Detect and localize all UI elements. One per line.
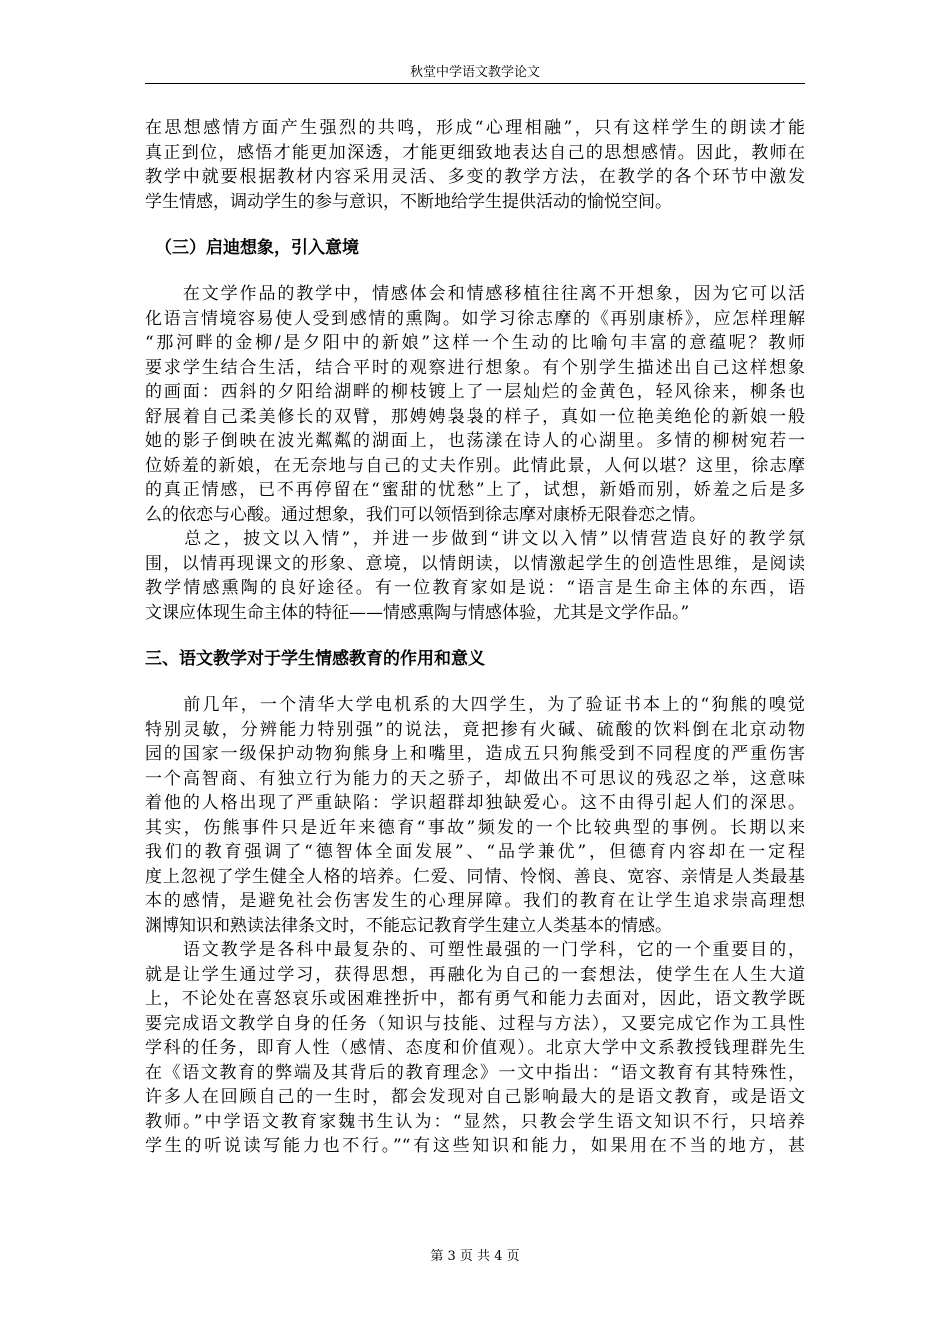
text-line: 文课应体现生命主体的特征——情感熏陶与情感体验，尤其是文学作品。” [145,602,690,623]
text-line: 上，不论处在喜怒哀乐或困难挫折中，都有勇气和能力去面对，因此，语文教学既 [145,989,805,1009]
text-line: 语文教学是各科中最复杂的、可塑性最强的一门学科，它的一个重要目的， [145,940,805,960]
text-line: 特别灵敏，分辨能力特别强”的说法，竟把掺有火碱、硫酸的饮料倒在北京动物 [145,719,805,740]
text-line: 要完成语文教学自身的任务（知识与技能、过程与方法），又要完成它作为工具性 [145,1013,805,1034]
text-line: 学科的任务，即育人性（感情、态度和价值观）。北京大学中文系教授钱理群先生 [145,1038,805,1058]
text-line: 在《语文教育的弊端及其背后的教育理念》一文中指出：“语文教育有其特殊性， [145,1062,805,1083]
paragraph-spacing [145,674,805,693]
text-line: 我们的教育强调了“德智体全面发展”、“品学兼优”，但德育内容却在一定程 [145,842,805,862]
header-divider [145,83,805,84]
paragraph-spacing [145,214,805,233]
text-line: 她的影子倒映在波光粼粼的湖面上，也荡漾在诗人的心湖里。多情的柳树宛若一 [145,431,805,451]
text-line: 要求学生结合生活，结合平时的观察进行想象。有个别学生描述出自己这样想象 [145,357,805,378]
text-line: 在思想感情方面产生强烈的共鸣，形成“心理相融”，只有这样学生的朗读才能 [145,118,805,138]
text-line: 园的国家一级保护动物狗熊身上和嘴里，造成五只狗熊受到不同程度的严重伤害 [145,744,805,764]
text-line: 围，以情再现课文的形象、意境，以情朗读，以情激起学生的创造性思维，是阅读 [145,553,805,574]
text-line: 其实，伤熊事件只是近年来德育“事故”频发的一个比较典型的事例。长期以来 [145,817,805,838]
text-line: 本的感情，是避免社会伤害发生的心理屏障。我们的教育在让学生追求崇高理想 [145,891,805,911]
section-heading: 三、语文教学对于学生情感教育的作用和意义 [145,649,485,669]
text-line: 在文学作品的教学中，情感体会和情感移植往往离不开想象，因为它可以活 [145,284,805,304]
text-line: 的画面：西斜的夕阳给湖畔的柳枝镀上了一层灿烂的金黄色，轻风徐来，柳条也 [145,382,805,402]
page-number: 第 3 页 共 4 页 [430,1249,520,1264]
text-line: 总之，披文以入情”，并进一步做到“讲文以入情”以情营造良好的教学氛 [145,529,805,549]
text-line: 度上忽视了学生健全人格的培养。仁爱、同情、怜悯、善良、宽容、亲情是人类最基 [145,866,805,887]
text-line: “那河畔的金柳/是夕阳中的新娘”这样一个生动的比喻句丰富的意蕴呢？教师 [145,333,805,353]
text-line: 么的依恋与心酸。通过想象，我们可以领悟到徐志摩对康桥无限眷恋之情。 [145,504,706,525]
paragraph [145,282,805,527]
paragraph [145,116,805,214]
text-line: 真正到位，感悟才能更加深透，才能更细致地表达自己的思想感情。因此，教师在 [145,142,805,163]
subsection-heading: （三）启迪想象，引入意境 [155,238,359,258]
text-line: 教学中就要根据教材内容采用灵活、多变的教学方法，在教学的各个环节中激发 [145,167,805,187]
text-line: 一个高智商、有独立行为能力的天之骄子，却做出不可思议的残忍之举，这意味 [145,768,805,789]
text-line: 着他的人格出现了严重缺陷：学识超群却独缺爱心。这不由得引起人们的深思。 [145,793,805,813]
text-line: 前几年，一个清华大学电机系的大四学生，为了验证书本上的“狗熊的嗅觉 [145,695,805,715]
text-line: 渊博知识和熟读法律条文时，不能忘记教育学生建立人类基本的情感。 [145,915,672,936]
text-line: 就是让学生通过学习，获得思想，再融化为自己的一套想法，使学生在人生大道 [145,964,805,985]
paragraph-spacing [145,263,805,282]
paragraph [145,693,805,938]
text-line: 的真正情感，已不再停留在“蜜甜的忧愁”上了，试想，新婚而别，娇羞之后是多 [145,480,805,500]
text-line: 教师。”中学语文教育家魏书生认为：“显然，只教会学生语文知识不行，只培养 [145,1111,805,1132]
paragraph [145,527,805,625]
text-line: 教学情感熏陶的良好途径。有一位教育家如是说：“语言是生命主体的东西，语 [145,578,805,598]
paragraph-spacing [145,625,805,644]
paragraph [145,938,805,1159]
document-body [145,116,805,1159]
text-line: 舒展着自己柔美修长的双臂，那娉娉袅袅的样子，真如一位艳美绝伦的新娘一般 [145,406,805,427]
text-line: 位娇羞的新娘，在无奈地与自己的丈夫作别。此情此景，人何以堪？这里，徐志摩 [145,455,805,476]
text-line: 化语言情境容易使人受到感情的熏陶。如学习徐志摩的《再别康桥》，应怎样理解 [145,308,805,329]
text-line: 学生情感，调动学生的参与意识，不断地给学生提供活动的愉悦空间。 [145,191,672,212]
page-header-title: 秋堂中学语文教学论文 [409,65,540,80]
text-line: 学生的听说读写能力也不行。”“有这些知识和能力，如果用在不当的地方，甚 [145,1136,805,1156]
text-line: 许多人在回顾自己的一生时，都会发现对自己影响最大的是语文教育，或是语文 [145,1087,805,1107]
